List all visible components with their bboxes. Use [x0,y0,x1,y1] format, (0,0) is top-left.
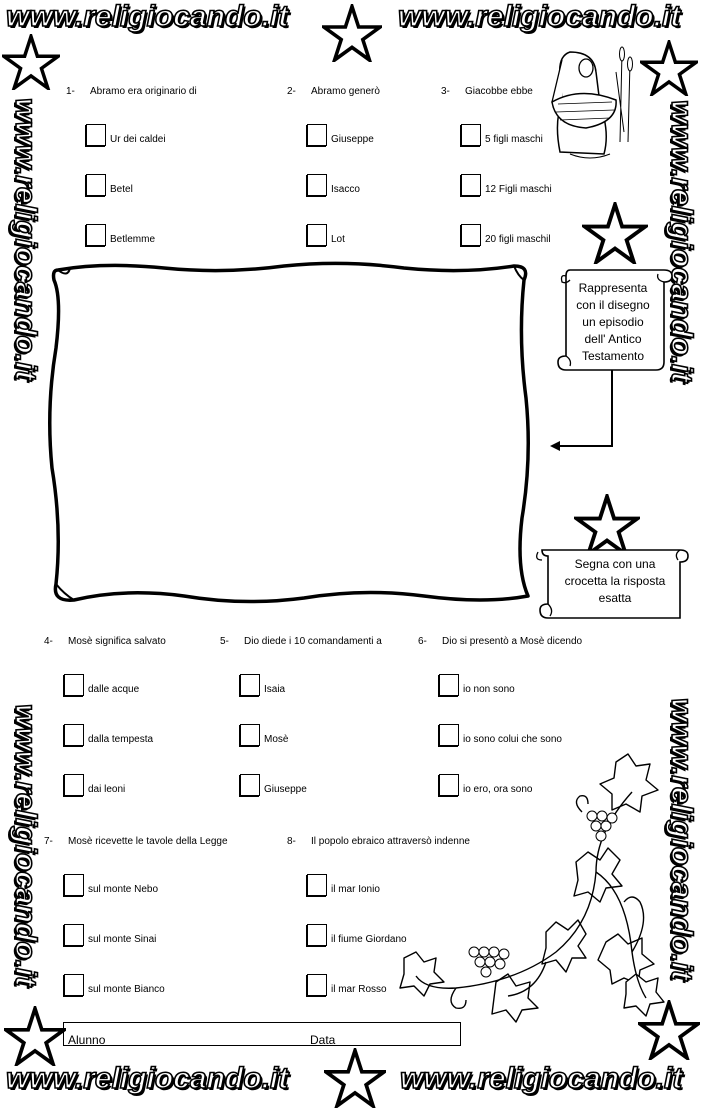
answer-checkbox[interactable] [64,674,84,696]
date-label: Data [310,1033,336,1047]
moses-basket-illustration [540,42,640,172]
question-2: 2- Abramo generò [287,86,380,97]
answer-checkbox[interactable] [307,224,327,246]
answer-checkbox[interactable] [86,224,106,246]
answer-checkbox[interactable] [240,674,260,696]
watermark-right-lower: www.religiocando.it [665,698,698,981]
answer-checkbox[interactable] [307,124,327,146]
answer-checkbox[interactable] [86,174,106,196]
scroll-mark-text: Segna con una crocetta la risposta esatta [564,557,666,605]
question-1: 1- Abramo era originario di [66,86,197,97]
answer-checkbox[interactable] [64,724,84,746]
question-5: 5- Dio diede i 10 comandamenti a [220,636,382,647]
answer-checkbox[interactable] [64,774,84,796]
question-7: 7- Mosè ricevette le tavole della Legge [44,836,228,847]
answer-checkbox[interactable] [439,724,459,746]
star-icon [582,202,648,264]
arrow-icon [548,370,618,456]
student-info-box [63,1022,461,1046]
answer-checkbox[interactable] [439,674,459,696]
star-icon [640,40,698,96]
answer-checkbox[interactable] [307,924,327,946]
answer-checkbox[interactable] [64,974,84,996]
watermark-left-upper: www.religiocando.it [9,98,42,381]
answer-checkbox[interactable] [240,774,260,796]
answer-checkbox[interactable] [461,124,481,146]
question-3: 3- Giacobbe ebbe [441,86,533,97]
scroll-draw-text: Rappresenta con il disegno un episodio dell' Antico Testamento [576,281,650,363]
star-icon [4,1006,66,1066]
grapevine-illustration [396,752,666,1024]
drawing-area[interactable] [44,258,534,608]
answer-checkbox[interactable] [240,724,260,746]
answer-checkbox[interactable] [64,924,84,946]
watermark-left-lower: www.religiocando.it [9,704,42,987]
answer-checkbox[interactable] [307,874,327,896]
watermark-bottom-right: www.religiocando.it [400,1062,683,1095]
star-icon [322,4,382,62]
watermark-right-upper: www.religiocando.it [665,100,698,383]
student-label: Alunno [68,1033,106,1047]
answer-checkbox[interactable] [86,124,106,146]
star-icon [2,34,60,90]
answer-checkbox[interactable] [461,224,481,246]
answer-checkbox[interactable] [64,874,84,896]
answer-checkbox[interactable] [307,974,327,996]
watermark-top-right: www.religiocando.it [398,0,681,33]
question-8: 8- Il popolo ebraico attraversò indenne [287,836,470,847]
star-icon [324,1048,386,1108]
answer-checkbox[interactable] [307,174,327,196]
question-4: 4- Mosè significa salvato [44,636,166,647]
watermark-top-left: www.religiocando.it [6,0,289,33]
watermark-bottom-left: www.religiocando.it [6,1062,289,1095]
question-6: 6- Dio si presentò a Mosè dicendo [418,636,583,647]
answer-checkbox[interactable] [461,174,481,196]
